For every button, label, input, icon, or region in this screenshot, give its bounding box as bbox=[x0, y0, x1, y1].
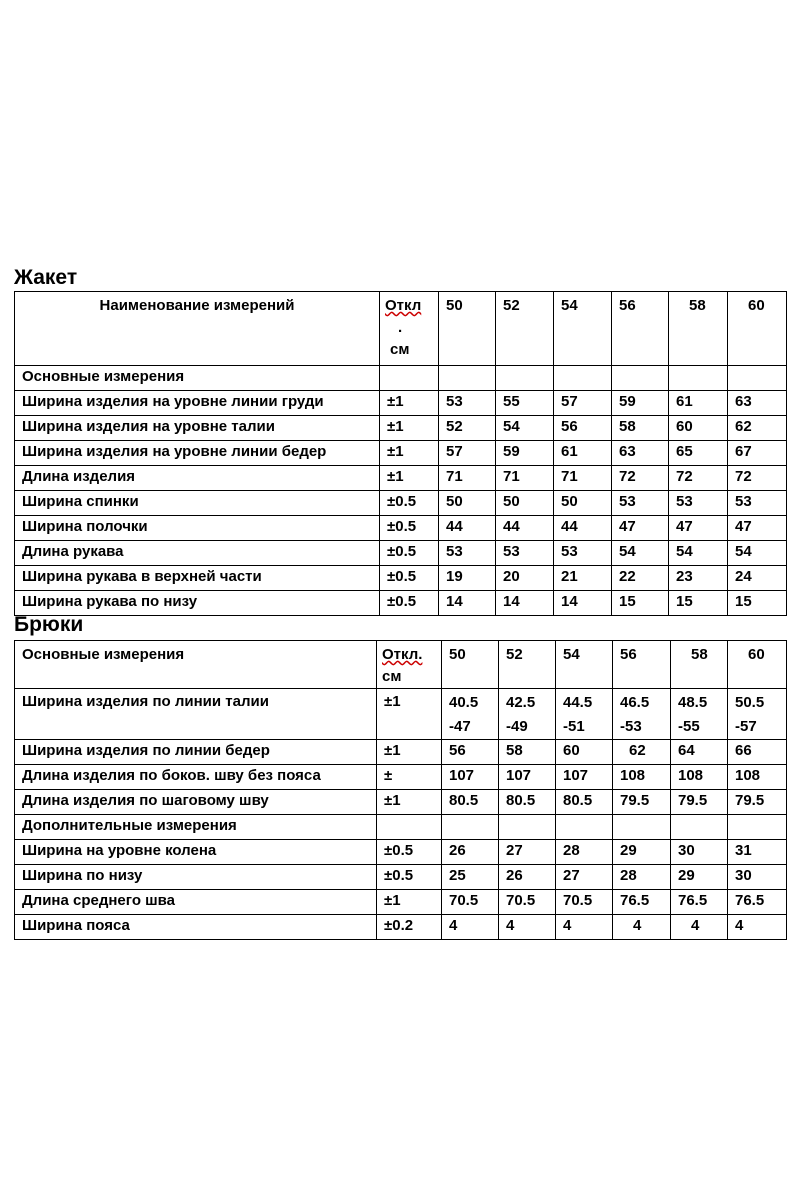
measurement-value: 44.5 -51 bbox=[556, 689, 613, 740]
table-row bbox=[15, 840, 787, 865]
measurement-name: Длина изделия по боков. шву без пояса bbox=[15, 765, 377, 790]
measurement-value: 27 bbox=[499, 840, 556, 865]
measurement-value: 67 bbox=[728, 441, 787, 466]
measurement-value: 108 bbox=[671, 765, 728, 790]
measurement-value: 47 bbox=[669, 516, 728, 541]
measurement-value: 108 bbox=[728, 765, 787, 790]
jacket-header-size: 58 bbox=[669, 292, 728, 366]
measurement-tolerance: ±1 bbox=[377, 890, 442, 915]
measurement-value: 79.5 bbox=[613, 790, 671, 815]
measurement-value: 52 bbox=[439, 416, 496, 441]
measurement-value: 70.5 bbox=[499, 890, 556, 915]
measurement-value: 14 bbox=[439, 591, 496, 616]
measurement-value: 21 bbox=[554, 566, 612, 591]
measurement-value: 14 bbox=[554, 591, 612, 616]
measurement-value: 42.5 -49 bbox=[499, 689, 556, 740]
measurement-value: 24 bbox=[728, 566, 787, 591]
measurement-value: 44 bbox=[496, 516, 554, 541]
measurement-value: 29 bbox=[613, 840, 671, 865]
table-row bbox=[15, 790, 787, 815]
pants-header-tolerance bbox=[377, 641, 442, 689]
table-row bbox=[15, 689, 787, 740]
measurement-name: Ширина спинки bbox=[15, 491, 380, 516]
pants-header-size: 58 bbox=[671, 641, 728, 689]
measurement-name: Ширина изделия на уровне талии bbox=[15, 416, 380, 441]
jacket-header-size: 60 bbox=[728, 292, 787, 366]
pants-section-label: Дополнительные измерения bbox=[15, 815, 377, 840]
measurement-tolerance: ±0.5 bbox=[380, 591, 439, 616]
jacket-header-tolerance-line1: Откл bbox=[385, 297, 422, 314]
measurement-value: 56 bbox=[442, 740, 499, 765]
measurement-value: 76.5 bbox=[671, 890, 728, 915]
measurement-value: 30 bbox=[671, 840, 728, 865]
measurement-name: Ширина рукава по низу bbox=[15, 591, 380, 616]
measurement-name: Длина изделия bbox=[15, 466, 380, 491]
measurement-value: 31 bbox=[728, 840, 787, 865]
pants-header-tolerance-label: Откл. bbox=[382, 646, 423, 663]
jacket-section-title: Жакет bbox=[14, 266, 78, 289]
measurement-value: 70.5 bbox=[442, 890, 499, 915]
measurement-value: 72 bbox=[669, 466, 728, 491]
measurement-value: 14 bbox=[496, 591, 554, 616]
measurement-value: 60 bbox=[669, 416, 728, 441]
measurement-value: 71 bbox=[554, 466, 612, 491]
measurement-value: 66 bbox=[728, 740, 787, 765]
measurement-tolerance: ±0.5 bbox=[380, 541, 439, 566]
measurement-value: 50 bbox=[496, 491, 554, 516]
table-row bbox=[15, 591, 787, 616]
measurement-value: 4 bbox=[728, 915, 787, 940]
table-row bbox=[15, 416, 787, 441]
table-row bbox=[15, 516, 787, 541]
measurement-value: 50.5 -57 bbox=[728, 689, 787, 740]
jacket-header-size: 52 bbox=[496, 292, 554, 366]
measurement-value: 59 bbox=[612, 391, 669, 416]
pants-size-table bbox=[14, 640, 787, 940]
measurement-value: 61 bbox=[669, 391, 728, 416]
table-row bbox=[15, 740, 787, 765]
measurement-value: 44 bbox=[554, 516, 612, 541]
measurement-name: Длина изделия по шаговому шву bbox=[15, 790, 377, 815]
jacket-header-size: 56 bbox=[612, 292, 669, 366]
measurement-value: 80.5 bbox=[442, 790, 499, 815]
measurement-name: Ширина изделия по линии талии bbox=[15, 689, 377, 740]
pants-header-size: 60 bbox=[728, 641, 787, 689]
jacket-size-table bbox=[14, 291, 787, 616]
measurement-value: 47 bbox=[612, 516, 669, 541]
measurement-name: Длина рукава bbox=[15, 541, 380, 566]
measurement-name: Ширина пояса bbox=[15, 915, 377, 940]
measurement-value: 40.5 -47 bbox=[442, 689, 499, 740]
jacket-header-size: 50 bbox=[439, 292, 496, 366]
pants-header-name: Основные измерения bbox=[15, 641, 377, 689]
measurement-value: 59 bbox=[496, 441, 554, 466]
measurement-value: 79.5 bbox=[671, 790, 728, 815]
table-row bbox=[15, 441, 787, 466]
measurement-value: 107 bbox=[499, 765, 556, 790]
measurement-name: Ширина по низу bbox=[15, 865, 377, 890]
measurement-value: 63 bbox=[612, 441, 669, 466]
measurement-tolerance: ±1 bbox=[377, 790, 442, 815]
measurement-value: 4 bbox=[613, 915, 671, 940]
measurement-value: 46.5 -53 bbox=[613, 689, 671, 740]
measurement-value: 15 bbox=[612, 591, 669, 616]
measurement-value: 80.5 bbox=[499, 790, 556, 815]
measurement-tolerance: ±1 bbox=[380, 391, 439, 416]
measurement-value: 4 bbox=[671, 915, 728, 940]
measurement-value: 53 bbox=[554, 541, 612, 566]
measurement-value: 60 bbox=[556, 740, 613, 765]
measurement-value: 44 bbox=[439, 516, 496, 541]
measurement-value: 29 bbox=[671, 865, 728, 890]
measurement-tolerance: ± bbox=[377, 765, 442, 790]
measurement-tolerance: ±0.5 bbox=[380, 491, 439, 516]
measurement-tolerance: ±0.2 bbox=[377, 915, 442, 940]
measurement-name: Ширина изделия на уровне линии бедер bbox=[15, 441, 380, 466]
measurement-value: 57 bbox=[554, 391, 612, 416]
measurement-value: 108 bbox=[613, 765, 671, 790]
measurement-value: 15 bbox=[728, 591, 787, 616]
table-row bbox=[15, 890, 787, 915]
table-row bbox=[15, 915, 787, 940]
jacket-section-label: Основные измерения bbox=[15, 366, 380, 391]
measurement-value: 30 bbox=[728, 865, 787, 890]
measurement-value: 4 bbox=[442, 915, 499, 940]
jacket-section-row bbox=[15, 366, 787, 391]
measurement-value: 53 bbox=[439, 391, 496, 416]
measurement-value: 107 bbox=[442, 765, 499, 790]
measurement-value: 76.5 bbox=[728, 890, 787, 915]
measurement-value: 26 bbox=[442, 840, 499, 865]
measurement-value: 54 bbox=[496, 416, 554, 441]
measurement-value: 53 bbox=[496, 541, 554, 566]
measurement-tolerance: ±1 bbox=[380, 441, 439, 466]
pants-header-tolerance-unit: см bbox=[382, 668, 402, 685]
measurement-value: 19 bbox=[439, 566, 496, 591]
measurement-value: 72 bbox=[728, 466, 787, 491]
measurement-value: 80.5 bbox=[556, 790, 613, 815]
measurement-name: Длина среднего шва bbox=[15, 890, 377, 915]
measurement-value: 53 bbox=[439, 541, 496, 566]
jacket-header-tolerance-line2: . bbox=[398, 319, 403, 336]
measurement-value: 107 bbox=[556, 765, 613, 790]
measurement-value: 28 bbox=[556, 840, 613, 865]
measurement-value: 58 bbox=[612, 416, 669, 441]
measurement-value: 47 bbox=[728, 516, 787, 541]
measurement-value: 57 bbox=[439, 441, 496, 466]
measurement-tolerance: ±1 bbox=[380, 466, 439, 491]
table-row bbox=[15, 391, 787, 416]
measurement-value: 64 bbox=[671, 740, 728, 765]
table-row bbox=[15, 566, 787, 591]
measurement-value: 54 bbox=[728, 541, 787, 566]
table-row bbox=[15, 466, 787, 491]
measurement-tolerance: ±0.5 bbox=[380, 516, 439, 541]
measurement-value: 63 bbox=[728, 391, 787, 416]
measurement-value: 55 bbox=[496, 391, 554, 416]
measurement-value: 53 bbox=[669, 491, 728, 516]
measurement-value: 27 bbox=[556, 865, 613, 890]
measurement-value: 79.5 bbox=[728, 790, 787, 815]
measurement-value: 54 bbox=[612, 541, 669, 566]
measurement-value: 58 bbox=[499, 740, 556, 765]
measurement-value: 71 bbox=[496, 466, 554, 491]
measurement-value: 53 bbox=[728, 491, 787, 516]
measurement-value: 50 bbox=[554, 491, 612, 516]
measurement-value: 23 bbox=[669, 566, 728, 591]
measurement-name: Ширина рукава в верхней части bbox=[15, 566, 380, 591]
measurement-name: Ширина на уровне колена bbox=[15, 840, 377, 865]
jacket-header-name: Наименование измерений bbox=[15, 292, 380, 366]
pants-header-row bbox=[15, 641, 787, 689]
jacket-header-tolerance bbox=[380, 292, 439, 366]
measurement-value: 54 bbox=[669, 541, 728, 566]
measurement-tolerance: ±1 bbox=[380, 416, 439, 441]
measurement-value: 62 bbox=[728, 416, 787, 441]
pants-header-size: 56 bbox=[613, 641, 671, 689]
measurement-value: 4 bbox=[556, 915, 613, 940]
measurement-name: Ширина изделия по линии бедер bbox=[15, 740, 377, 765]
measurement-value: 48.5 -55 bbox=[671, 689, 728, 740]
pants-section-row bbox=[15, 815, 787, 840]
measurement-tolerance: ±0.5 bbox=[380, 566, 439, 591]
table-row bbox=[15, 765, 787, 790]
measurement-value: 62 bbox=[613, 740, 671, 765]
measurement-value: 50 bbox=[439, 491, 496, 516]
measurement-value: 61 bbox=[554, 441, 612, 466]
measurement-name: Ширина полочки bbox=[15, 516, 380, 541]
measurement-value: 28 bbox=[613, 865, 671, 890]
pants-header-size: 50 bbox=[442, 641, 499, 689]
measurement-value: 26 bbox=[499, 865, 556, 890]
table-row bbox=[15, 865, 787, 890]
measurement-value: 56 bbox=[554, 416, 612, 441]
pants-header-size: 52 bbox=[499, 641, 556, 689]
measurement-value: 72 bbox=[612, 466, 669, 491]
measurement-value: 76.5 bbox=[613, 890, 671, 915]
measurement-value: 25 bbox=[442, 865, 499, 890]
measurement-value: 4 bbox=[499, 915, 556, 940]
table-row bbox=[15, 491, 787, 516]
measurement-value: 53 bbox=[612, 491, 669, 516]
measurement-tolerance: ±1 bbox=[377, 689, 442, 740]
measurement-value: 20 bbox=[496, 566, 554, 591]
pants-header-size: 54 bbox=[556, 641, 613, 689]
jacket-header-size: 54 bbox=[554, 292, 612, 366]
measurement-value: 65 bbox=[669, 441, 728, 466]
measurement-name: Ширина изделия на уровне линии груди bbox=[15, 391, 380, 416]
measurement-value: 15 bbox=[669, 591, 728, 616]
jacket-header-row bbox=[15, 292, 787, 366]
pants-section-title: Брюки bbox=[14, 613, 84, 636]
measurement-tolerance: ±1 bbox=[377, 740, 442, 765]
jacket-header-tolerance-line3: см bbox=[390, 341, 410, 358]
table-row bbox=[15, 541, 787, 566]
measurement-tolerance: ±0.5 bbox=[377, 865, 442, 890]
measurement-value: 70.5 bbox=[556, 890, 613, 915]
measurement-tolerance: ±0.5 bbox=[377, 840, 442, 865]
measurement-value: 71 bbox=[439, 466, 496, 491]
measurement-value: 22 bbox=[612, 566, 669, 591]
